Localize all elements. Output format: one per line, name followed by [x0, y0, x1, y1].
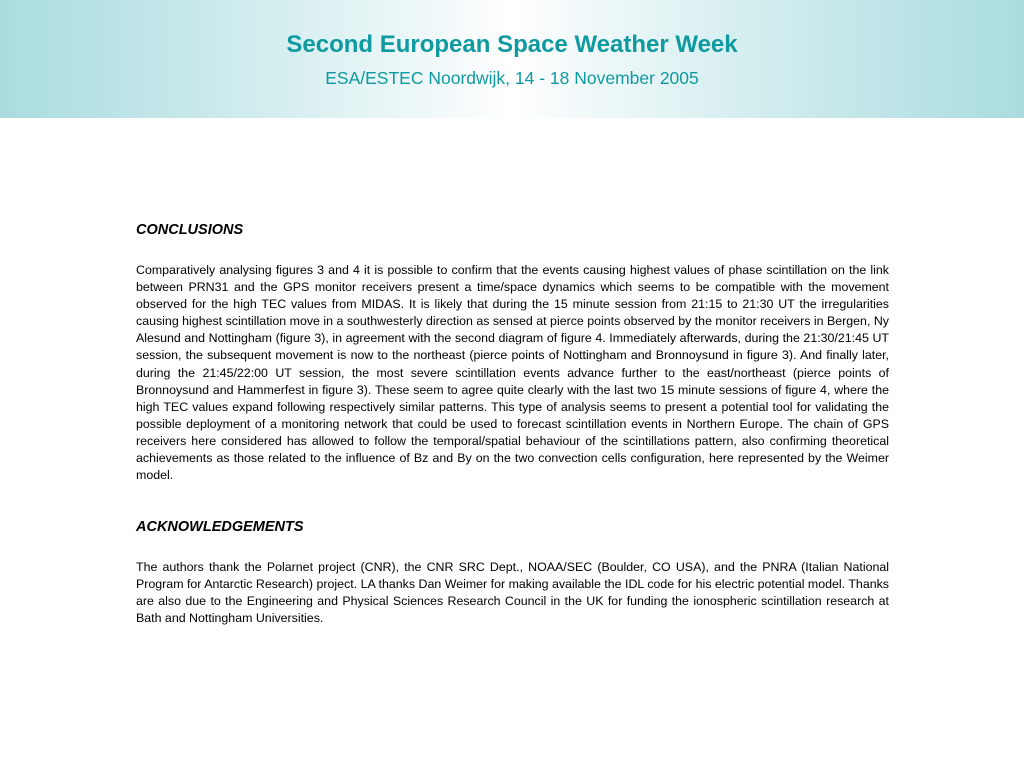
header-banner	[0, 0, 1024, 118]
conclusions-paragraph: Comparatively analysing figures 3 and 4 it is possible to confirm that the events causing highest values of phase scintillation on the link between PRN31 and the GPS monitor receivers present a time/space dynamics which seems to be compatible with the movement observed for the high TEC values from MIDAS. It is likely that during the 15 minute session from 21:15 to 21:30 UT the irregularities causing highest scintillation move in a southwesterly direction as sensed at pierce points observed by the monitor receivers in Bergen, Ny Alesund and Nottingham (figure 3), in agreement with the second diagram of figure 4. Immediately afterwards, during the 21:30/21:45 UT session, the subsequent movement is now to the northeast (pierce points of Nottingham and Bronnoysund in figure 3). And finally later, during the 21:45/22:00 UT session, the most severe scintillation events advance further to the east/northeast (pierce points of Bronnoysund and Hammerfest in figure 3). These seem to agree quite clearly with the last two 15 minute sessions of figure 4, where the high TEC values expand following respectively similar patterns. This type of analysis seems to present a potential tool for validating the possible deployment of a monitoring network that could be used to forecast scintillation events in Northern Europe. The chain of GPS receivers here considered has allowed to follow the temporal/spatial behaviour of the scintillations pattern, also confirming theoretical achievements as those related to the influence of Bz and By on the two convection cells configuration, here represented by the Weimer model.	[136, 263, 889, 483]
page-title: Second European Space Weather Week	[286, 31, 738, 58]
acknowledgements-paragraph: The authors thank the Polarnet project (CNR), the CNR SRC Dept., NOAA/SEC (Boulder, CO USA), and the PNRA (Italian National Program for Antarctic Research) project. LA thanks Dan Weimer for making available the IDL code for his electric potential model. Thanks are also due to the Engineering and Physical Sciences Research Council in the UK for funding the ionospheric scintillation research at Bath and Nottingham Universities.	[136, 560, 889, 626]
conclusions-heading: CONCLUSIONS	[136, 222, 244, 238]
acknowledgements-heading: ACKNOWLEDGEMENTS	[136, 519, 304, 535]
page-subtitle: ESA/ESTEC Noordwijk, 14 - 18 November 2005	[325, 68, 699, 88]
